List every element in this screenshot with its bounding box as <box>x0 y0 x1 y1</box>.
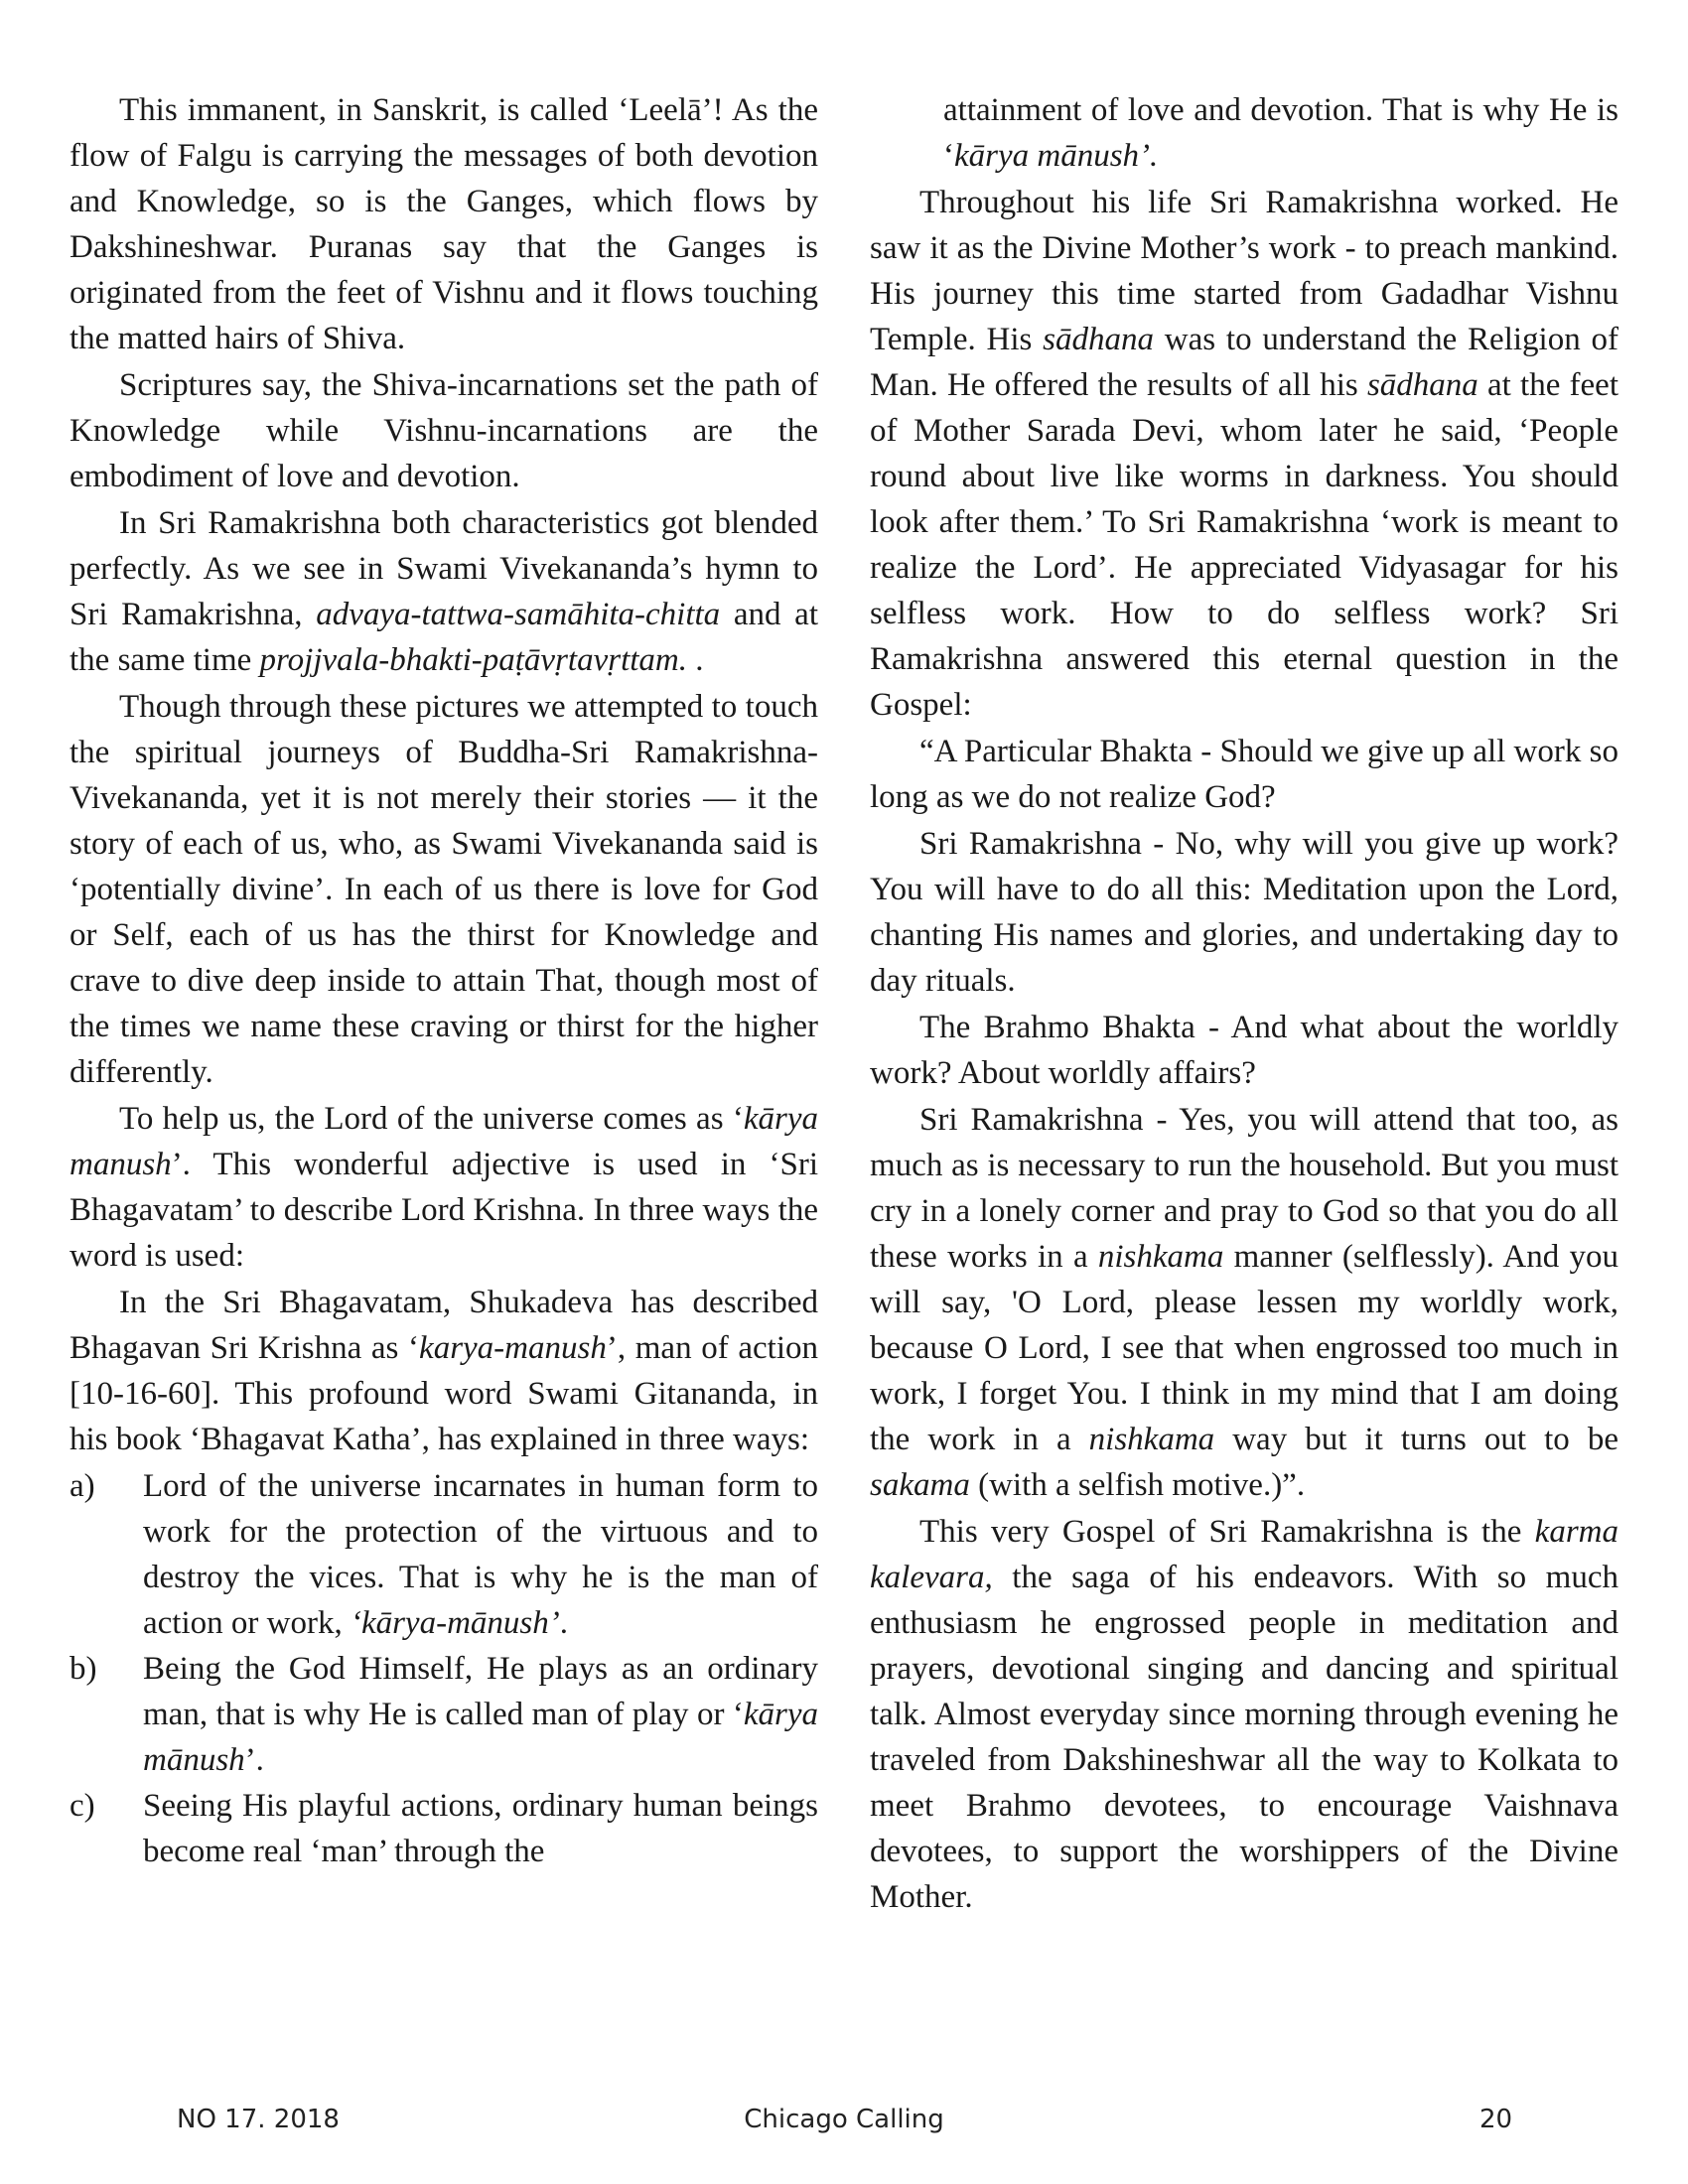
paragraph: This immanent, in Sanskrit, is called ‘Leelā’! As the flow of Falgu is carrying the messages of both devotion and Knowledge, so is the Ganges, which flows by Dakshineshwar. Puranas say that the Ganges is originated from the feet of Vishnu and it flows touching the matted hairs of Shiva. <box>70 92 818 356</box>
sanskrit-term: karya-manush <box>419 1330 607 1366</box>
sanskrit-term: karma kalevara, <box>870 1514 1618 1595</box>
list-marker: b) <box>70 1651 97 1687</box>
paragraph: Sri Ramakrishna - No, why will you give up work? You will have to do all this: Meditation upon the Lord, chanting His names and glories, and undertaking day to day rituals. <box>870 826 1618 999</box>
paragraph: In the Sri Bhagavatam, Shukadeva has described Bhagavan Sri Krishna as ‘karya-manush’, man of action [10-16-60]. This profound word Swami Gitananda, in his book ‘Bhagavat Katha’, has explained in three ways: <box>70 1285 818 1457</box>
list-item: b) Being the God Himself, He plays as an ordinary man, that is why He is called man of play or ‘kārya mānush’. <box>70 1646 818 1783</box>
paragraph: “A Particular Bhakta - Should we give up all work so long as we do not realize God? <box>870 734 1618 815</box>
left-column <box>70 87 818 1874</box>
sanskrit-term: nishkama <box>1088 1422 1215 1457</box>
list-item: c) Seeing His playful actions, ordinary human beings become real ‘man’ through the <box>70 1783 818 1874</box>
sanskrit-term: kārya manush <box>70 1101 818 1182</box>
page-footer <box>0 2105 1688 2144</box>
list-marker: a) <box>70 1468 95 1504</box>
issue-number: NO 17. 2018 <box>177 2105 340 2134</box>
sanskrit-term: sādhana <box>1366 367 1478 403</box>
list-item: a) Lord of the universe incarnates in human form to work for the protection of the virtuous and to destroy the vices. That is why he is the man of action or work, ‘kārya-mānush’. <box>70 1463 818 1646</box>
paragraph: Sri Ramakrishna - Yes, you will attend that too, as much as is necessary to run the household. But you must cry in a lonely corner and pray to God so that you do all these works in a nishkama manner (selflessly). And you will say, 'O Lord, please lessen my worldly work, because O Lord, I see that when engrossed too much in work, I forget You. I think in my mind that I am doing the work in a nishkama way but it turns out to be sakama (with a selfish motive.)”. <box>870 1102 1619 1503</box>
page-number: 20 <box>1479 2105 1513 2134</box>
paragraph: The Brahmo Bhakta - And what about the worldly work? About worldly affairs? <box>870 1010 1618 1091</box>
sanskrit-term: sakama <box>870 1467 970 1503</box>
sanskrit-term: kārya mānush’. <box>954 138 1159 174</box>
paragraph: This very Gospel of Sri Ramakrishna is the karma kalevara, the saga of his endeavors. With so much enthusiasm he engrossed people in meditation and prayers, devotional singing and dancing and spiritual talk. Almost everyday since morning through evening he traveled from Dakshineshwar all the way to Kolkata to meet Brahmo devotees, to encourage Vaishnava devotees, to support the worshippers of the Divine Mother. <box>870 1514 1618 1915</box>
sanskrit-term: sādhana <box>1043 322 1154 357</box>
sanskrit-term: advaya-tattwa-samāhita-chitta <box>316 597 721 632</box>
paragraph: In Sri Ramakrishna both characteristics got blended perfectly. As we see in Swami Vivekananda’s hymn to Sri Ramakrishna, advaya-tattwa-samāhita-chitta and at the same time projjvala-bhakti-paṭāvṛtavṛttam. . <box>70 505 818 678</box>
sanskrit-term: nishkama <box>1097 1239 1224 1275</box>
sanskrit-term: projjvala-bhakti-paṭāvṛtavṛttam. <box>259 642 687 678</box>
lettered-list <box>70 1463 818 1874</box>
publication-title: Chicago Calling <box>744 2105 944 2134</box>
list-item-continuation: attainment of love and devotion. That is why He is ‘kārya mānush’. <box>943 92 1618 174</box>
paragraph: Though through these pictures we attempted to touch the spiritual journeys of Buddha-Sri Ramakrishna-Vivekananda, yet it is not merely their stories — it the story of each of us, who, as Swami Vivekananda said is ‘potentially divine’. In each of us there is love for God or Self, each of us has the thirst for Knowledge and crave to dive deep inside to attain That, though most of the times we name these craving or thirst for the higher differently. <box>70 689 818 1090</box>
paragraph: Throughout his life Sri Ramakrishna worked. He saw it as the Divine Mother’s work - to preach mankind. His journey this time started from Gadadhar Vishnu Temple. His sādhana was to understand the Religion of Man. He offered the results of all his sādhana at the feet of Mother Sarada Devi, whom later he said, ‘People round about live like worms in darkness. You should look after them.’ To Sri Ramakrishna ‘work is meant to realize the Lord’. He appreciated Vidyasagar for his selfless work. How to do selfless work? Sri Ramakrishna answered this eternal question in the Gospel: <box>870 185 1619 723</box>
list-marker: c) <box>70 1788 95 1824</box>
right-column <box>870 87 1618 1921</box>
paragraph: To help us, the Lord of the universe comes as ‘kārya manush’. This wonderful adjective is used in ‘Sri Bhagavatam’ to describe Lord Krishna. In three ways the word is used: <box>70 1101 818 1274</box>
paragraph: Scriptures say, the Shiva-incarnations set the path of Knowledge while Vishnu-incarnations are the embodiment of love and devotion. <box>70 367 818 494</box>
